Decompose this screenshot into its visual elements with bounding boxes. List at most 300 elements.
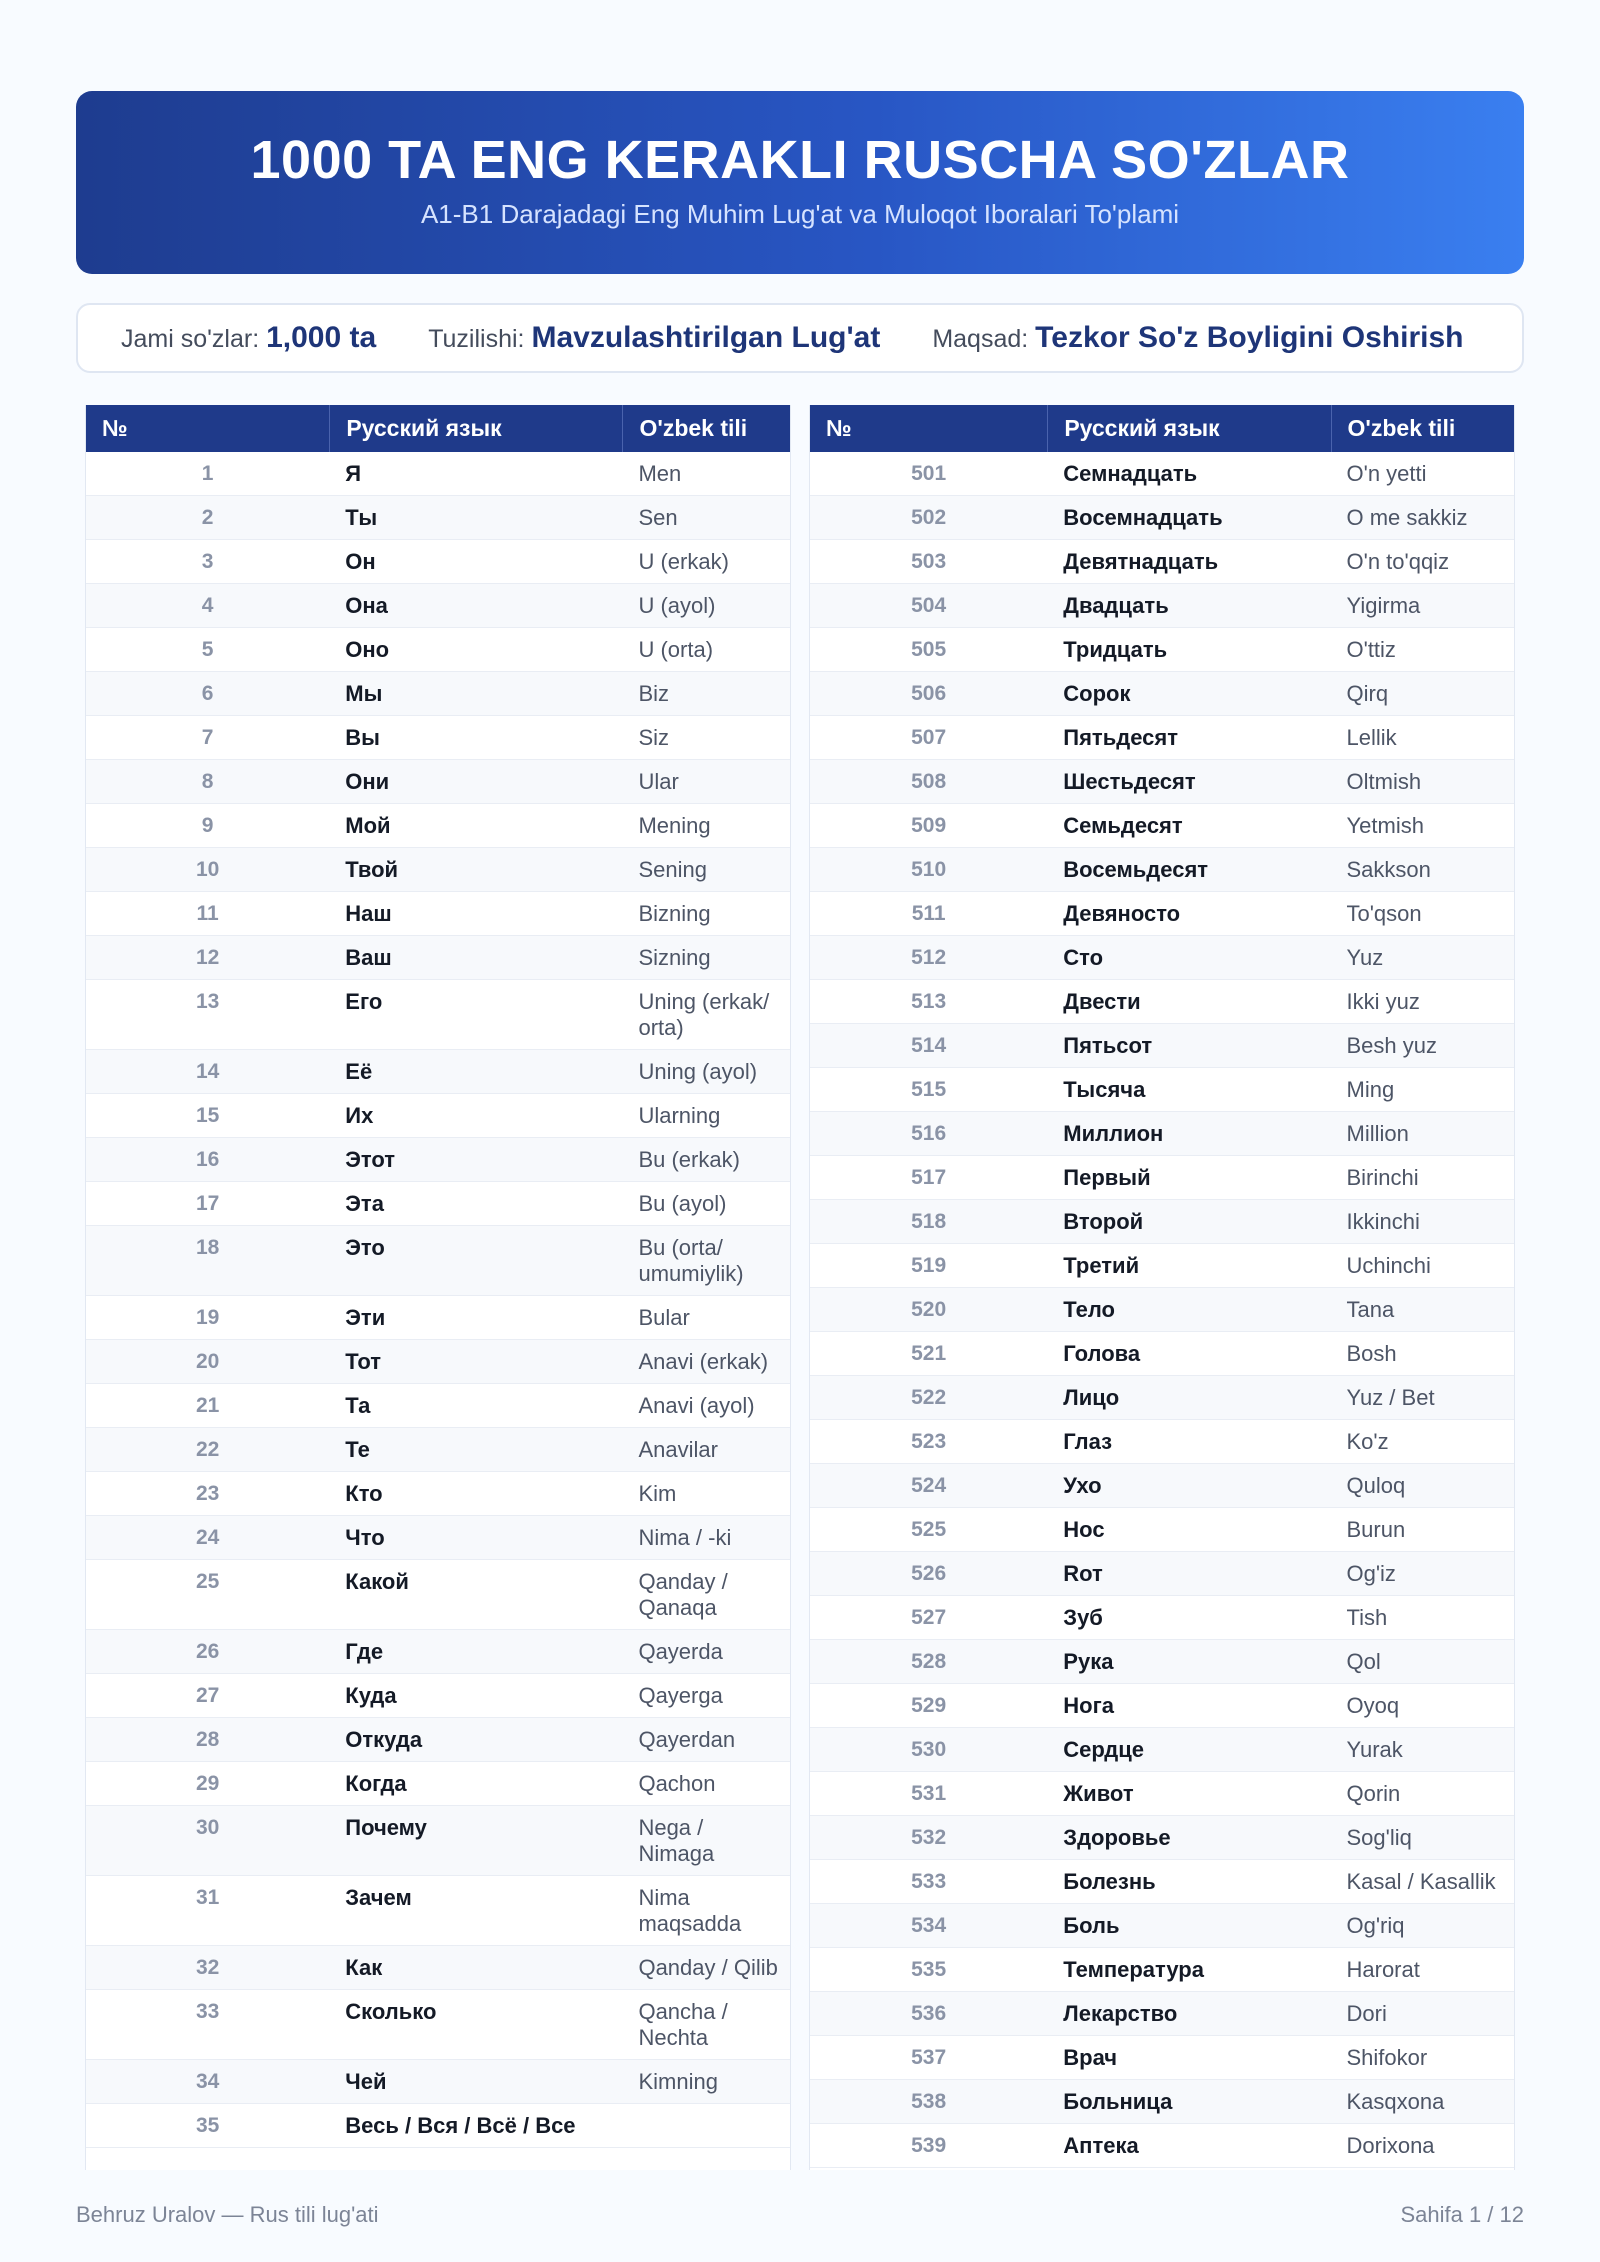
row-number: 535: [911, 1958, 947, 1981]
uzbek-translation: Anavi (erkak): [638, 1349, 769, 1374]
row-number: 4: [201, 594, 214, 617]
table-row: [86, 1946, 790, 1990]
uzbek-translation: Birinchi: [1346, 1165, 1419, 1190]
table-row: [810, 1244, 1514, 1288]
row-number: 510: [911, 858, 947, 881]
russian-word: Нос: [1063, 1517, 1105, 1542]
col-russian-header: Русский язык: [1047, 405, 1330, 452]
table-row: [810, 980, 1514, 1024]
russian-word: Второй: [1063, 1209, 1144, 1234]
row-number: 537: [911, 2046, 947, 2069]
uzbek-translation: Uning (erkak/ orta): [638, 989, 770, 1040]
row-number: 507: [911, 726, 947, 749]
uzbek-translation: Shifokor: [1346, 2045, 1428, 2070]
russian-word: Тот: [345, 1349, 381, 1374]
russian-word: Лицо: [1063, 1385, 1120, 1410]
row-number: 516: [911, 1122, 947, 1145]
russian-word: Зачем: [345, 1885, 412, 1910]
russian-word: Двадцать: [1063, 593, 1169, 618]
row-number: 514: [911, 1034, 947, 1057]
uzbek-translation: Yurak: [1346, 1737, 1403, 1762]
uzbek-translation: Ikkinchi: [1346, 1209, 1420, 1234]
uzbek-translation: Burun: [1346, 1517, 1406, 1542]
row-number: 31: [195, 1886, 220, 1909]
russian-word: Весь / Вся / Всё / Все: [345, 2113, 576, 2138]
vocab-table-left: [85, 405, 791, 2170]
uzbek-translation: Biz: [638, 681, 670, 706]
table-row: [86, 760, 790, 804]
row-number: 33: [195, 2000, 220, 2023]
table-row: [86, 496, 790, 540]
row-number: 16: [195, 1148, 220, 1171]
uzbek-translation: O'n yetti: [1346, 461, 1427, 486]
row-number: 539: [911, 2134, 947, 2157]
table-row: [86, 980, 790, 1050]
structure-label: Tuzilishi:: [428, 325, 525, 353]
uzbek-translation: Ko'z: [1346, 1429, 1389, 1454]
russian-word: Боль: [1063, 1913, 1120, 1938]
row-number: 34: [195, 2070, 220, 2093]
uzbek-translation: Dori: [1346, 2001, 1387, 2026]
table-row: [86, 1762, 790, 1806]
page-number: Sahifa 1 / 12: [1400, 2202, 1524, 2227]
row-number: 503: [911, 550, 947, 573]
russian-word: Те: [345, 1437, 370, 1462]
uzbek-translation: Quloq: [1346, 1473, 1406, 1498]
row-number: 25: [195, 1570, 220, 1593]
uzbek-translation: Sizning: [638, 945, 711, 970]
russian-word: Rот: [1063, 1561, 1103, 1586]
total-label: Jami so'zlar:: [121, 325, 260, 353]
uzbek-translation: Tana: [1346, 1297, 1395, 1322]
row-number: 2: [201, 506, 214, 529]
russian-word: Аптека: [1063, 2133, 1139, 2158]
uzbek-translation: Bosh: [1346, 1341, 1397, 1366]
row-number: 32: [195, 1956, 220, 1979]
russian-word: Куда: [345, 1683, 397, 1708]
row-number: 8: [201, 770, 214, 793]
russian-word: Сердце: [1063, 1737, 1145, 1762]
table-row: [810, 1156, 1514, 1200]
russian-word: Рука: [1063, 1649, 1114, 1674]
row-number: 12: [195, 946, 220, 969]
uzbek-translation: Kasal / Kasallik: [1346, 1869, 1496, 1894]
row-number: 524: [911, 1474, 947, 1497]
uzbek-translation: Nega / Nimaga: [638, 1815, 715, 1866]
row-number: 5: [201, 638, 214, 661]
uzbek-translation: Million: [1346, 1121, 1409, 1146]
uzbek-translation: Yetmish: [1346, 813, 1424, 838]
uzbek-translation: Qol: [1346, 1649, 1381, 1674]
table-row: [86, 716, 790, 760]
table-row: [810, 2124, 1514, 2168]
row-number: 519: [911, 1254, 947, 1277]
russian-word: Температура: [1063, 1957, 1204, 1982]
table-row: [86, 804, 790, 848]
uzbek-translation: O'n to'qqiz: [1346, 549, 1450, 574]
row-number: 35: [195, 2114, 220, 2137]
russian-word: Лекарство: [1063, 2001, 1178, 2026]
table-row: [86, 584, 790, 628]
table-header: [86, 405, 790, 452]
table-row: [810, 1376, 1514, 1420]
russian-word: Тридцать: [1063, 637, 1168, 662]
russian-word: Тысяча: [1063, 1077, 1146, 1102]
uzbek-translation: Qancha / Nechta: [638, 1999, 728, 2050]
row-number: 3: [201, 550, 214, 573]
uzbek-translation: O'ttiz: [1346, 637, 1396, 662]
uzbek-translation: Bu (ayol): [638, 1191, 727, 1216]
row-number: 501: [911, 462, 947, 485]
table-row: [810, 540, 1514, 584]
table-row: [86, 1384, 790, 1428]
russian-word: Девяносто: [1063, 901, 1181, 926]
row-number: 509: [911, 814, 947, 837]
russian-word: Эта: [345, 1191, 384, 1216]
uzbek-translation: U (erkak): [638, 549, 729, 574]
row-number: 11: [196, 902, 219, 925]
row-number: 18: [195, 1236, 220, 1259]
row-number: 513: [911, 990, 947, 1013]
uzbek-translation: Qorin: [1346, 1781, 1401, 1806]
table-row: [810, 452, 1514, 496]
russian-word: Болезнь: [1063, 1869, 1156, 1894]
russian-word: Глаз: [1063, 1429, 1113, 1454]
table-row: [810, 1508, 1514, 1552]
uzbek-translation: Yuz: [1346, 945, 1384, 970]
table-row: [810, 1420, 1514, 1464]
table-row: [86, 2060, 790, 2104]
total-value: 1,000 ta: [266, 321, 377, 354]
table-row: [86, 1226, 790, 1296]
row-number: 533: [911, 1870, 947, 1893]
uzbek-translation: Og'iz: [1346, 1561, 1396, 1586]
uzbek-translation: Nima maqsadda: [638, 1885, 742, 1936]
goal-value: Tezkor So'z Boyligini Oshirish: [1035, 321, 1464, 354]
uzbek-translation: Qayerda: [638, 1639, 723, 1664]
russian-word: Шестьдесят: [1063, 769, 1196, 794]
russian-word: Больница: [1063, 2089, 1173, 2114]
russian-word: Мы: [345, 681, 383, 706]
row-number: 29: [195, 1772, 220, 1795]
row-number: 13: [195, 990, 220, 1013]
row-number: 518: [911, 1210, 947, 1233]
russian-word: Когда: [345, 1771, 407, 1796]
russian-word: Семнадцать: [1063, 461, 1198, 486]
table-row: [810, 496, 1514, 540]
table-row: [810, 1332, 1514, 1376]
uzbek-translation: Oyoq: [1346, 1693, 1400, 1718]
table-row: [810, 1112, 1514, 1156]
table-row: [810, 1992, 1514, 2036]
row-number: 532: [911, 1826, 947, 1849]
table-row: [86, 1990, 790, 2060]
table-row: [810, 584, 1514, 628]
uzbek-translation: Uchinchi: [1346, 1253, 1431, 1278]
table-row: [86, 1806, 790, 1876]
uzbek-translation: Anavilar: [638, 1437, 718, 1462]
uzbek-translation: Anavi (ayol): [638, 1393, 755, 1418]
table-row: [86, 1050, 790, 1094]
russian-word: Эти: [345, 1305, 386, 1330]
uzbek-translation: Ikki yuz: [1346, 989, 1420, 1014]
russian-word: Первый: [1063, 1165, 1151, 1190]
row-number: 527: [911, 1606, 947, 1629]
title-banner: [76, 91, 1524, 274]
row-number: 502: [911, 506, 947, 529]
table-row: [810, 1024, 1514, 1068]
russian-word: Миллион: [1063, 1121, 1164, 1146]
row-number: 505: [911, 638, 947, 661]
table-row: [86, 936, 790, 980]
goal-label: Maqsad:: [932, 325, 1029, 353]
russian-word: Ваш: [345, 945, 392, 970]
russian-word: Его: [345, 989, 383, 1014]
russian-word: Откуда: [345, 1727, 423, 1752]
row-number: 521: [911, 1342, 947, 1365]
row-number: 529: [911, 1694, 947, 1717]
russian-word: Твой: [345, 857, 399, 882]
goal-info: [932, 321, 1463, 355]
uzbek-translation: Yigirma: [1346, 593, 1421, 618]
structure-info: [428, 321, 880, 355]
russian-word: Что: [345, 1525, 385, 1550]
row-number: 528: [911, 1650, 947, 1673]
row-number: 512: [911, 946, 947, 969]
table-row: [810, 804, 1514, 848]
russian-word: Она: [345, 593, 388, 618]
table-row: [810, 672, 1514, 716]
uzbek-translation: [622, 2104, 790, 2147]
uzbek-translation: Oltmish: [1346, 769, 1422, 794]
table-row: [810, 1200, 1514, 1244]
table-row: [86, 892, 790, 936]
russian-word: Врач: [1063, 2045, 1118, 2070]
russian-word: Он: [345, 549, 376, 574]
russian-word: Ухо: [1063, 1473, 1102, 1498]
russian-word: Пятьсот: [1063, 1033, 1153, 1058]
table-row: [810, 1596, 1514, 1640]
table-row: [86, 1340, 790, 1384]
row-number: 23: [195, 1482, 220, 1505]
russian-word: Этот: [345, 1147, 396, 1172]
table-row: [86, 540, 790, 584]
table-row: [810, 1684, 1514, 1728]
row-number: 506: [911, 682, 947, 705]
russian-word: Сто: [1063, 945, 1104, 970]
table-row: [810, 848, 1514, 892]
row-number: 22: [195, 1438, 220, 1461]
table-row: [810, 1288, 1514, 1332]
russian-word: Её: [345, 1059, 373, 1084]
russian-word: Восемьдесят: [1063, 857, 1209, 882]
uzbek-translation: Uning (ayol): [638, 1059, 758, 1084]
table-row: [810, 936, 1514, 980]
table-row: [810, 1860, 1514, 1904]
russian-word: Семьдесят: [1063, 813, 1183, 838]
row-number: 30: [195, 1816, 220, 1839]
table-row: [86, 1630, 790, 1674]
uzbek-translation: Kim: [638, 1481, 677, 1506]
structure-value: Mavzulashtirilgan Lug'at: [531, 321, 881, 354]
row-number: 19: [195, 1306, 220, 1329]
uzbek-translation: Qachon: [638, 1771, 716, 1796]
uzbek-translation: Ming: [1346, 1077, 1395, 1102]
row-number: 531: [911, 1782, 947, 1805]
russian-word: Оно: [345, 637, 390, 662]
russian-word: Ты: [345, 505, 378, 530]
col-uzbek-header: O'zbek tili: [1331, 405, 1514, 452]
uzbek-translation: Sog'liq: [1346, 1825, 1412, 1850]
table-row: [86, 672, 790, 716]
uzbek-translation: Nima / -ki: [638, 1525, 732, 1550]
russian-word: Какой: [345, 1569, 409, 1594]
table-row: [810, 1816, 1514, 1860]
page-subtitle: A1-B1 Darajadagi Eng Muhim Lug'at va Muloqot Iboralari To'plami: [420, 199, 1180, 230]
table-row: [86, 1516, 790, 1560]
row-number: 17: [195, 1192, 220, 1215]
row-number: 15: [195, 1104, 220, 1127]
col-number-header: №: [826, 415, 852, 441]
row-number: 9: [201, 814, 214, 837]
page-footer: [76, 2202, 1524, 2228]
row-number: 538: [911, 2090, 947, 2113]
table-row: [810, 1068, 1514, 1112]
uzbek-translation: Bu (orta/ umumiylik): [638, 1235, 744, 1286]
uzbek-translation: To'qson: [1346, 901, 1422, 926]
russian-word: Голова: [1063, 1341, 1141, 1366]
row-number: 534: [911, 1914, 947, 1937]
uzbek-translation: Ularning: [638, 1103, 721, 1128]
russian-word: Двести: [1063, 989, 1141, 1014]
table-row: [810, 2036, 1514, 2080]
russian-word: Где: [345, 1639, 384, 1664]
russian-word: Мой: [345, 813, 391, 838]
page-title: 1000 TA ENG KERAKLI RUSCHA SO'ZLAR: [250, 130, 1350, 190]
table-row: [810, 628, 1514, 672]
table-row: [810, 1552, 1514, 1596]
row-number: 26: [195, 1640, 220, 1663]
table-row: [86, 1094, 790, 1138]
table-row: [810, 716, 1514, 760]
table-row: [810, 892, 1514, 936]
russian-word: Почему: [345, 1815, 427, 1840]
table-row: [86, 1182, 790, 1226]
russian-word: Чей: [345, 2069, 387, 2094]
uzbek-translation: Kimning: [638, 2069, 718, 2094]
row-number: 10: [195, 858, 220, 881]
row-number: 523: [911, 1430, 947, 1453]
russian-word: Та: [345, 1393, 371, 1418]
row-number: 525: [911, 1518, 947, 1541]
table-body: [86, 452, 790, 2148]
row-number: 515: [911, 1078, 947, 1101]
row-number: 526: [911, 1562, 947, 1585]
russian-word: Их: [345, 1103, 374, 1128]
uzbek-translation: Dorixona: [1346, 2133, 1435, 2158]
footer-author: Behruz Uralov — Rus tili lug'ati: [76, 2202, 379, 2227]
table-row: [86, 1674, 790, 1718]
row-number: 14: [195, 1060, 220, 1083]
uzbek-translation: Mening: [638, 813, 711, 838]
russian-word: Девятнадцать: [1063, 549, 1219, 574]
table-row: [86, 1296, 790, 1340]
table-row: [86, 2104, 790, 2148]
row-number: 536: [911, 2002, 947, 2025]
russian-word: Нога: [1063, 1693, 1115, 1718]
row-number: 28: [195, 1728, 220, 1751]
russian-word: Тело: [1063, 1297, 1115, 1322]
uzbek-translation: U (ayol): [638, 593, 716, 618]
uzbek-translation: Sening: [638, 857, 707, 882]
table-row: [810, 1728, 1514, 1772]
uzbek-translation: Qanday / Qilib: [638, 1955, 778, 1980]
row-number: 7: [201, 726, 214, 749]
russian-word: Здоровье: [1063, 1825, 1171, 1850]
row-number: 6: [201, 682, 214, 705]
russian-word: Третий: [1063, 1253, 1140, 1278]
russian-word: Кто: [345, 1481, 383, 1506]
uzbek-translation: Og'riq: [1346, 1913, 1405, 1938]
uzbek-translation: Harorat: [1346, 1957, 1420, 1982]
table-row: [810, 2080, 1514, 2124]
row-number: 517: [911, 1166, 947, 1189]
uzbek-translation: Sakkson: [1346, 857, 1431, 882]
uzbek-translation: Besh yuz: [1346, 1033, 1437, 1058]
uzbek-translation: Bu (erkak): [638, 1147, 740, 1172]
uzbek-translation: Qayerga: [638, 1683, 723, 1708]
table-row: [810, 1640, 1514, 1684]
table-row: [86, 1560, 790, 1630]
table-body: [810, 452, 1514, 2168]
uzbek-translation: Yuz / Bet: [1346, 1385, 1435, 1410]
russian-word: Сколько: [345, 1999, 437, 2024]
col-uzbek-header: O'zbek tili: [622, 405, 790, 452]
uzbek-translation: O me sakkiz: [1346, 505, 1468, 530]
table-row: [86, 1138, 790, 1182]
uzbek-translation: Tish: [1346, 1605, 1388, 1630]
russian-word: Как: [345, 1955, 383, 1980]
table-row: [810, 1464, 1514, 1508]
uzbek-translation: Ular: [638, 769, 679, 794]
info-bar: [76, 303, 1524, 373]
row-number: 27: [195, 1684, 220, 1707]
row-number: 504: [911, 594, 947, 617]
russian-word: Я: [345, 461, 362, 486]
uzbek-translation: Qayerdan: [638, 1727, 736, 1752]
table-row: [86, 452, 790, 496]
uzbek-translation: U (orta): [638, 637, 714, 662]
russian-word: Пятьдесят: [1063, 725, 1178, 750]
table-row: [810, 1904, 1514, 1948]
uzbek-translation: Bular: [638, 1305, 690, 1330]
row-number: 20: [195, 1350, 220, 1373]
russian-word: Восемнадцать: [1063, 505, 1223, 530]
row-number: 1: [201, 462, 214, 485]
col-number-header: №: [102, 415, 128, 441]
uzbek-translation: Bizning: [638, 901, 711, 926]
russian-word: Наш: [345, 901, 392, 926]
row-number: 21: [195, 1394, 220, 1417]
row-number: 530: [911, 1738, 947, 1761]
uzbek-translation: Lellik: [1346, 725, 1397, 750]
uzbek-translation: Sen: [638, 505, 678, 530]
russian-word: Вы: [345, 725, 380, 750]
table-row: [810, 1948, 1514, 1992]
russian-word: Они: [345, 769, 390, 794]
table-row: [86, 848, 790, 892]
row-number: 522: [911, 1386, 947, 1409]
